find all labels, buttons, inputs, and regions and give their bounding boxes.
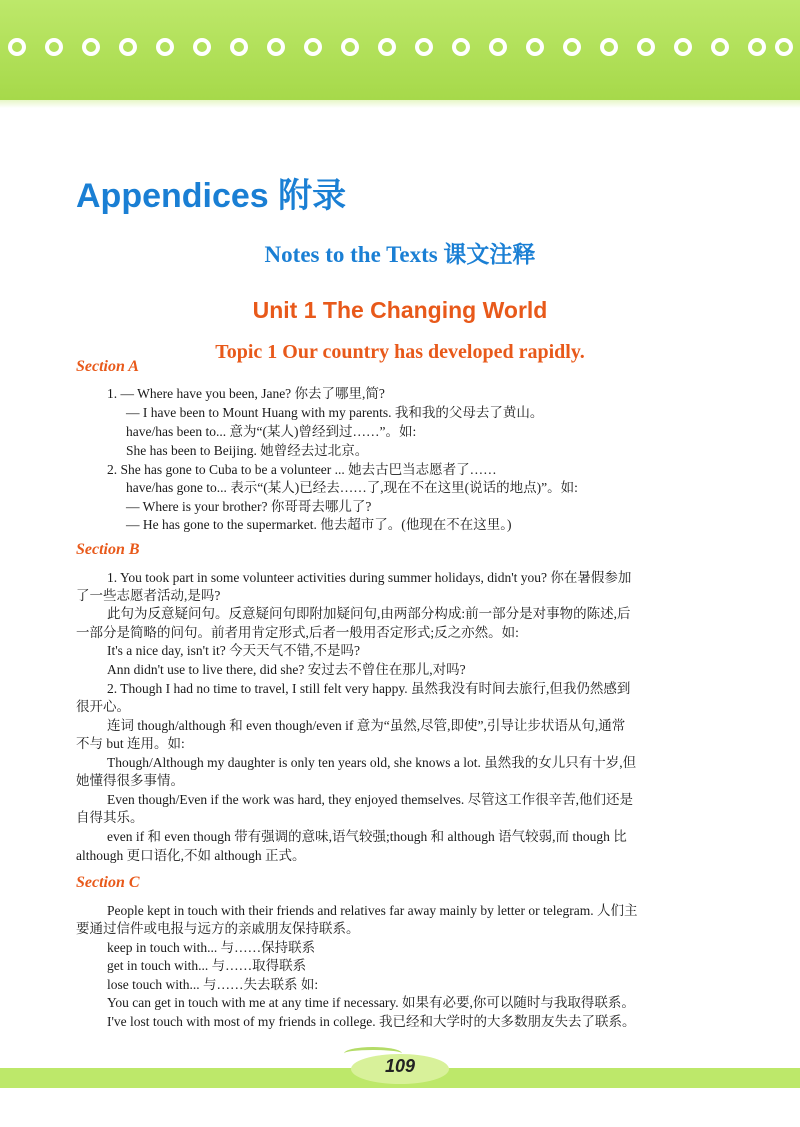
ring-icon xyxy=(8,38,26,56)
ring-icon xyxy=(711,38,729,56)
section-b-line: although 更口语化,不如 although 正式。 xyxy=(76,848,306,863)
ring-icon xyxy=(304,38,322,56)
ring-icon xyxy=(341,38,359,56)
ring-icon xyxy=(452,38,470,56)
ring-icon xyxy=(156,38,174,56)
ring-icon xyxy=(637,38,655,56)
section-c-line: People kept in touch with their friends and relatives far away mainly by letter or telegram. 人们主 xyxy=(107,903,638,918)
section-a-line: — Where is your brother? 你哥哥去哪儿了? xyxy=(126,499,372,514)
ring-icon xyxy=(674,38,692,56)
ring-row xyxy=(8,38,798,68)
section-b-line: 2. Though I had no time to travel, I still felt very happy. 虽然我没有时间去旅行,但我仍然感到 xyxy=(107,681,631,696)
ring-icon xyxy=(193,38,211,56)
section-a-label: Section A xyxy=(76,358,139,375)
section-c-line: get in touch with... 与……取得联系 xyxy=(107,958,307,973)
ring-icon xyxy=(600,38,618,56)
section-b-line: Though/Although my daughter is only ten years old, she knows a lot. 虽然我的女儿只有十岁,但 xyxy=(107,755,637,770)
section-b-line: 很开心。 xyxy=(76,699,130,714)
section-b-line: even if 和 even though 带有强调的意味,语气较强;though 和 although 语气较弱,而 though 比 xyxy=(107,829,627,844)
ring-icon xyxy=(378,38,396,56)
section-b-line: 连词 though/although 和 even though/even if 意为“虽然,尽管,即使”,引导让步状语从句,通常 xyxy=(107,718,626,733)
section-c-line: You can get in touch with me at any time if necessary. 如果有必要,你可以随时与我取得联系。 xyxy=(107,995,635,1010)
header-band xyxy=(0,0,800,100)
section-a-line: — He has gone to the supermarket. 他去超市了。(他现在不在这里。) xyxy=(126,517,512,532)
ring-icon xyxy=(230,38,248,56)
notes-subtitle: Notes to the Texts 课文注释 xyxy=(264,242,536,267)
section-a-line: — I have been to Mount Huang with my parents. 我和我的父母去了黄山。 xyxy=(126,405,544,420)
section-b-line: 此句为反意疑问句。反意疑问句即附加疑问句,由两部分构成:前一部分是对事物的陈述,后 xyxy=(107,606,631,621)
section-b-line: Even though/Even if the work was hard, they enjoyed themselves. 尽管这工作很辛苦,他们还是 xyxy=(107,792,634,807)
section-c-line: lose touch with... 与……失去联系 如: xyxy=(107,977,319,992)
section-b-line: 一部分是简略的问句。前者用肯定形式,后者一般用否定形式;反之亦然。如: xyxy=(76,625,519,640)
section-c-line: I've lost touch with most of my friends in college. 我已经和大学时的大多数朋友失去了联系。 xyxy=(107,1014,636,1029)
section-b-line: 不与 but 连用。如: xyxy=(76,736,185,751)
ring-icon xyxy=(775,38,793,56)
section-b-line: 1. You took part in some volunteer activities during summer holidays, didn't you? 你在暑假参加 xyxy=(107,570,632,585)
section-c-label: Section C xyxy=(76,874,140,891)
section-c-line: 要通过信件或电报与远方的亲戚朋友保持联系。 xyxy=(76,921,360,936)
ring-icon xyxy=(119,38,137,56)
section-a-line: 1. — Where have you been, Jane? 你去了哪里,简? xyxy=(107,386,385,401)
section-b-line: It's a nice day, isn't it? 今天天气不错,不是吗? xyxy=(107,643,360,658)
section-b-line: 她懂得很多事情。 xyxy=(76,773,184,788)
section-c-line: keep in touch with... 与……保持联系 xyxy=(107,940,316,955)
ring-icon xyxy=(526,38,544,56)
ring-icon xyxy=(82,38,100,56)
section-b-line: 了一些志愿者活动,是吗? xyxy=(76,588,221,603)
section-a-line: have/has gone to... 表示“(某人)已经去……了,现在不在这里(说话的地点)”。如: xyxy=(126,480,578,495)
section-a-line: She has been to Beijing. 她曾经去过北京。 xyxy=(126,443,369,458)
section-a-line: 2. She has gone to Cuba to be a volunteer ... 她去古巴当志愿者了…… xyxy=(107,462,497,477)
section-b-line: 自得其乐。 xyxy=(76,810,144,825)
ring-icon xyxy=(45,38,63,56)
topic-title: Topic 1 Our country has developed rapidly. xyxy=(215,341,585,363)
ring-icon xyxy=(748,38,766,56)
ring-icon xyxy=(563,38,581,56)
page-number: 109 xyxy=(384,1056,416,1076)
section-b-line: Ann didn't use to live there, did she? 安过去不曾住在那儿,对吗? xyxy=(107,662,466,677)
page-title: Appendices 附录 xyxy=(76,177,347,215)
header-band-edge xyxy=(0,100,800,108)
unit-title: Unit 1 The Changing World xyxy=(252,297,548,323)
ring-icon xyxy=(267,38,285,56)
ring-icon xyxy=(415,38,433,56)
section-b-label: Section B xyxy=(76,541,140,558)
section-a-line: have/has been to... 意为“(某人)曾经到过……”。如: xyxy=(126,424,417,439)
ring-icon xyxy=(489,38,507,56)
